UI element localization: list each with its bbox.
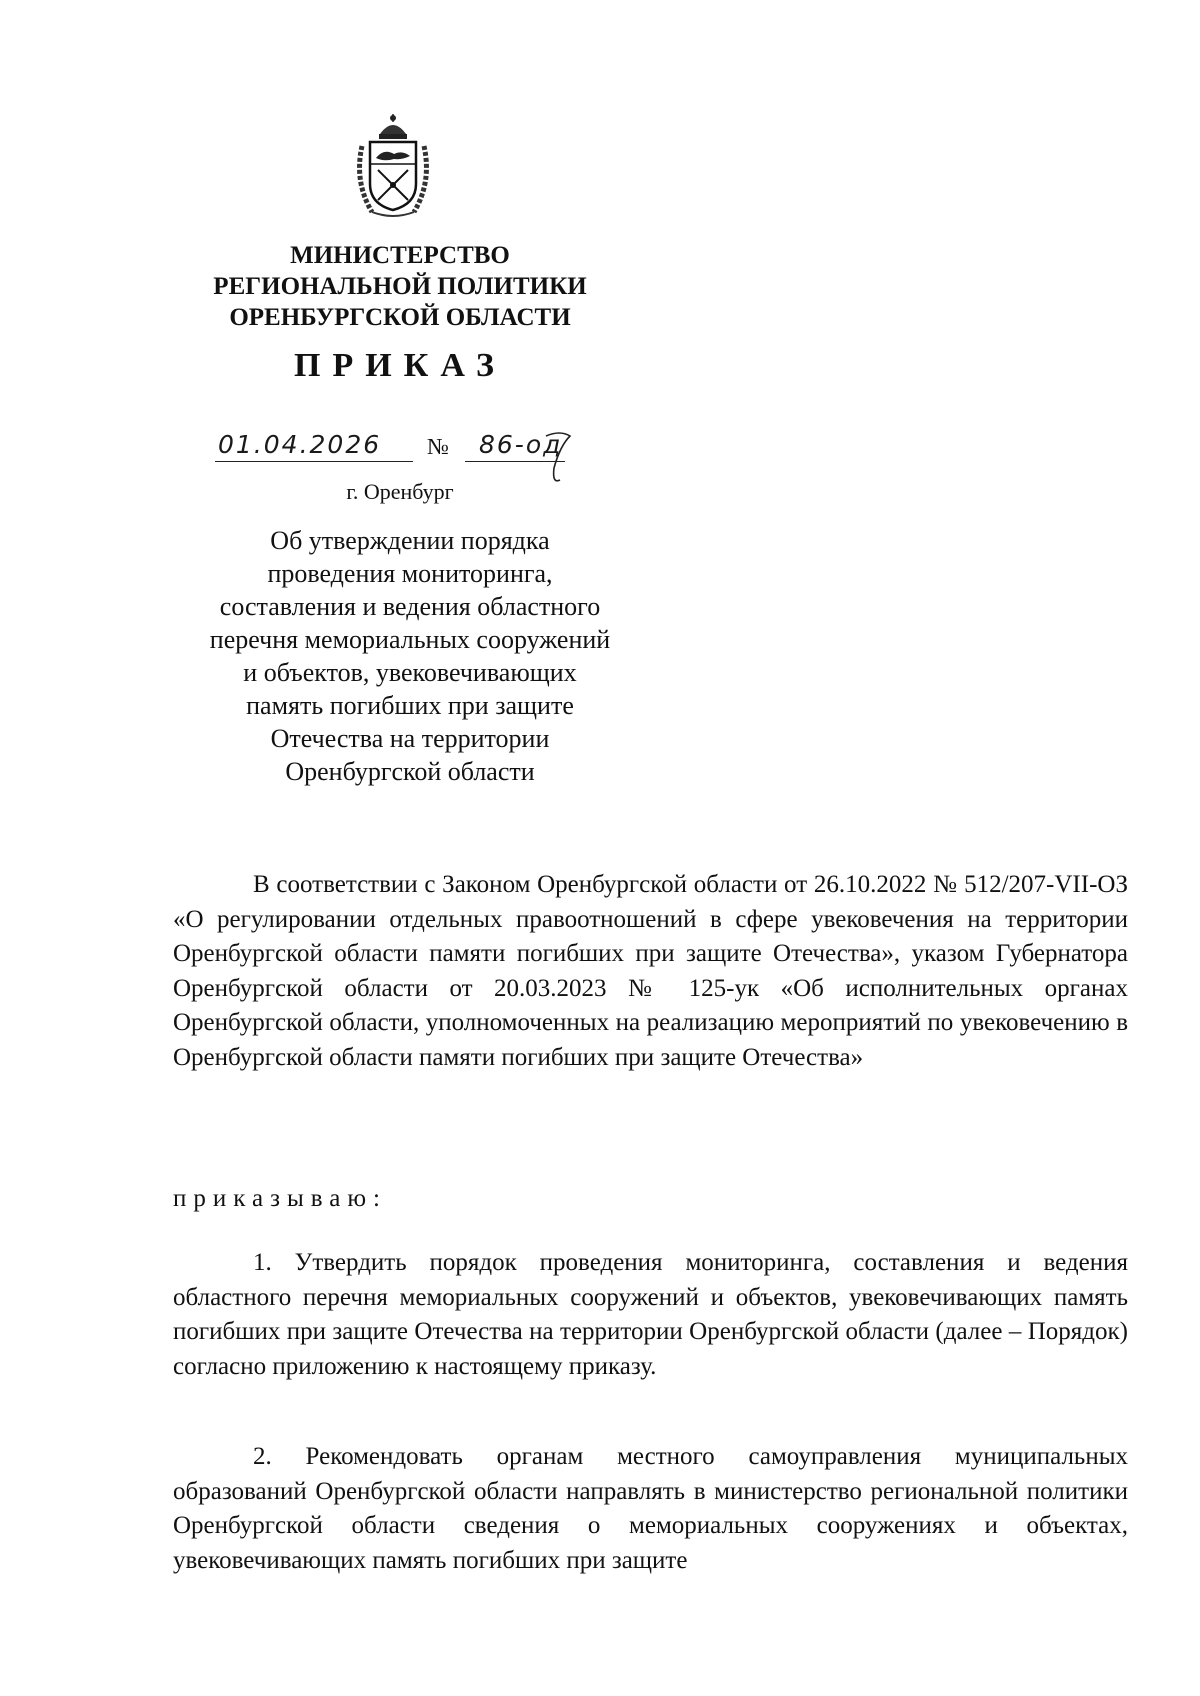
number-sign: № bbox=[427, 434, 449, 459]
city: г. Оренбург bbox=[346, 479, 454, 504]
order-number-handwritten: 86-од bbox=[465, 428, 565, 462]
intro-paragraph: В соответствии с Законом Оренбургской области от 26.10.2022 № 512/207-VII-ОЗ «О регулировании отдельных правоотношений в сфере увековечения на территории Оренбургской области памяти погибших при защите Отечества», указом Губернатора Оренбургской области от 20.03.2023 № 125-ук «Об исполнительных органах Оренбургской области, уполномоченных на реализацию мероприятий по увековечению в Оренбургской области памяти погибших при защите Отечества» bbox=[173, 871, 1128, 1071]
subject-line: Отечества на территории bbox=[270, 724, 550, 753]
item-2-paragraph: 2. Рекомендовать органам местного самоуправления муниципальных образований Оренбургской области направлять в министерство региональной политики Оренбургской области сведения о мемориальных сооружениях и объектах, увековечивающих память погибших при защите bbox=[173, 1443, 1128, 1574]
subject-line: и объектов, увековечивающих bbox=[243, 658, 577, 687]
ministry-name bbox=[170, 240, 630, 333]
order-subject bbox=[150, 524, 670, 788]
item-1-paragraph: 1. Утвердить порядок проведения мониторинга, составления и ведения областного перечня мемориальных сооружений и объектов, увековечивающих память погибших при защите Отечества на территории Оренбургской области (далее – Порядок) согласно приложению к настоящему приказу. bbox=[173, 1249, 1128, 1380]
subject-line: память погибших при защите bbox=[246, 691, 574, 720]
subject-line: составления и ведения областного bbox=[219, 592, 601, 621]
order-title: ПРИКАЗ bbox=[294, 347, 506, 384]
ministry-line-3: ОРЕНБУРГСКОЙ ОБЛАСТИ bbox=[229, 304, 571, 331]
subject-line: Оренбургской области bbox=[285, 757, 535, 786]
subject-line: перечня мемориальных сооружений bbox=[209, 625, 611, 654]
subject-line: Об утверждении порядка bbox=[270, 526, 550, 555]
order-date-handwritten: 01.04.2026 bbox=[215, 428, 413, 462]
ministry-line-1: МИНИСТЕРСТВО bbox=[290, 242, 510, 269]
coat-of-arms-emblem bbox=[352, 112, 434, 220]
ministry-line-2: РЕГИОНАЛЬНОЙ ПОЛИТИКИ bbox=[213, 273, 587, 300]
orders-word: приказываю: bbox=[173, 1185, 387, 1212]
subject-line: проведения мониторинга, bbox=[267, 559, 553, 588]
